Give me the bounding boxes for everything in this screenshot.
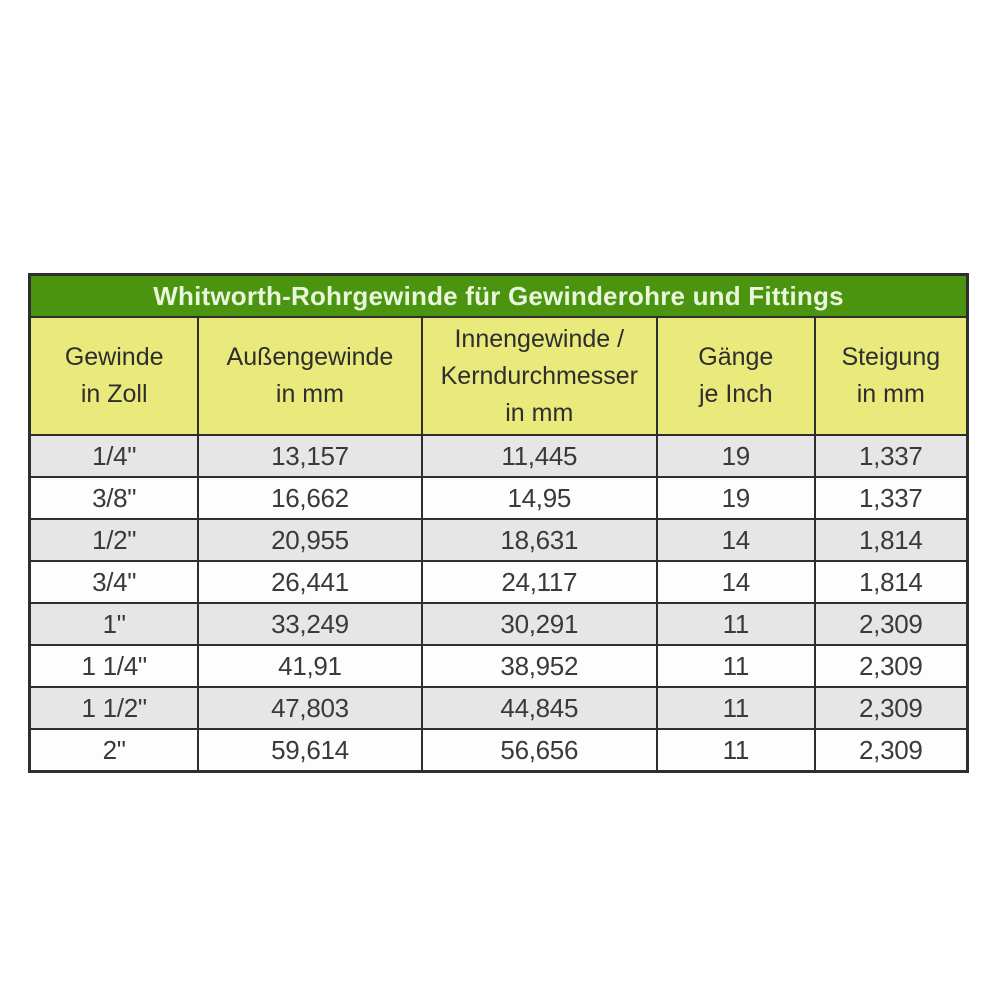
table-cell: 19: [657, 477, 815, 519]
table-cell: 1/4": [30, 435, 199, 477]
table-cell: 11: [657, 687, 815, 729]
table-cell: 11: [657, 645, 815, 687]
table-cell: 11: [657, 603, 815, 645]
table-cell: 1,814: [815, 519, 968, 561]
table-cell: 1/2": [30, 519, 199, 561]
table-cell: 16,662: [198, 477, 421, 519]
table-row: [30, 561, 968, 603]
table-row: [30, 687, 968, 729]
table-cell: 2,309: [815, 687, 968, 729]
table-cell: 1,814: [815, 561, 968, 603]
table-cell: 38,952: [422, 645, 657, 687]
column-header: Steigung in mm: [815, 317, 968, 435]
table-cell: 1 1/2": [30, 687, 199, 729]
table-cell: 30,291: [422, 603, 657, 645]
column-header: Gewinde in Zoll: [30, 317, 199, 435]
table-cell: 24,117: [422, 561, 657, 603]
table-cell: 3/4": [30, 561, 199, 603]
table-cell: 1 1/4": [30, 645, 199, 687]
table-cell: 11: [657, 729, 815, 772]
table-body: [30, 435, 968, 772]
column-header: Innengewinde / Kerndurchmesser in mm: [422, 317, 657, 435]
table-cell: 47,803: [198, 687, 421, 729]
thread-dimension-table: [28, 273, 969, 773]
column-header: Außengewinde in mm: [198, 317, 421, 435]
table-row: [30, 603, 968, 645]
table-title: Whitworth-Rohrgewinde für Gewinderohre und Fittings: [30, 275, 968, 318]
table-cell: 1": [30, 603, 199, 645]
table-row: [30, 729, 968, 772]
table-row: [30, 435, 968, 477]
table-cell: 33,249: [198, 603, 421, 645]
table-cell: 2": [30, 729, 199, 772]
table-row: [30, 519, 968, 561]
table-cell: 14,95: [422, 477, 657, 519]
table-row: [30, 477, 968, 519]
table-cell: 2,309: [815, 645, 968, 687]
table-cell: 2,309: [815, 729, 968, 772]
table-cell: 18,631: [422, 519, 657, 561]
table-cell: 56,656: [422, 729, 657, 772]
table-cell: 19: [657, 435, 815, 477]
table-cell: 2,309: [815, 603, 968, 645]
table-cell: 1,337: [815, 435, 968, 477]
table-cell: 1,337: [815, 477, 968, 519]
table-cell: 13,157: [198, 435, 421, 477]
column-header: Gänge je Inch: [657, 317, 815, 435]
table-cell: 3/8": [30, 477, 199, 519]
table-cell: 41,91: [198, 645, 421, 687]
header-row: [30, 317, 968, 435]
table-cell: 59,614: [198, 729, 421, 772]
data-table: [28, 273, 969, 773]
table-cell: 14: [657, 519, 815, 561]
table-cell: 44,845: [422, 687, 657, 729]
title-row: [30, 275, 968, 318]
table-cell: 20,955: [198, 519, 421, 561]
table-cell: 26,441: [198, 561, 421, 603]
table-cell: 11,445: [422, 435, 657, 477]
table-row: [30, 645, 968, 687]
table-cell: 14: [657, 561, 815, 603]
